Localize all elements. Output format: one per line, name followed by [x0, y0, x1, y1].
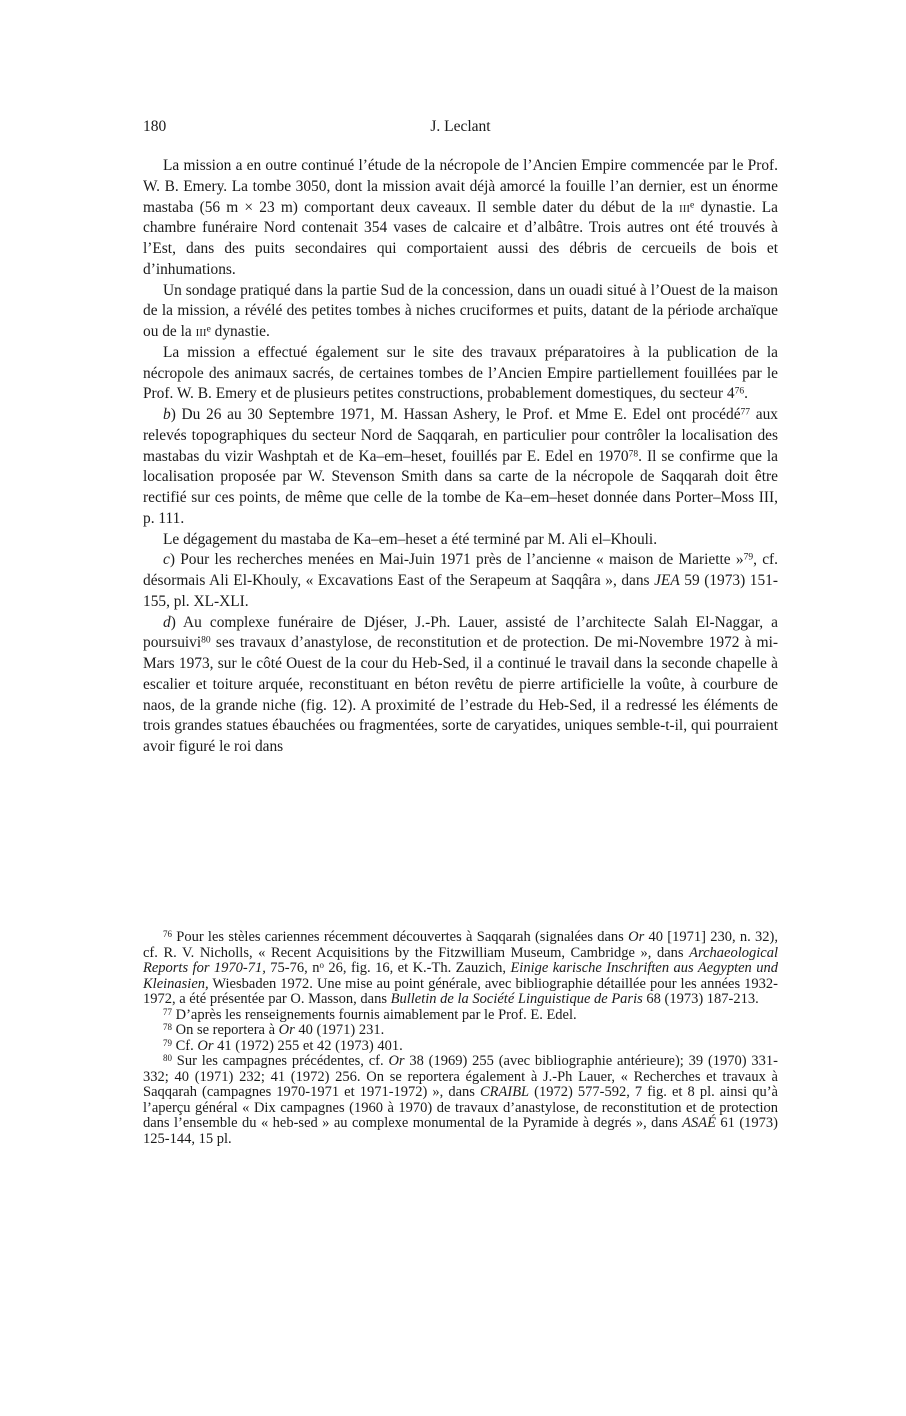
- footnote-ref-77: 77: [740, 406, 751, 418]
- footnote-ref-80: 80: [201, 634, 211, 646]
- footnote-ref-76: 76: [734, 385, 745, 397]
- footnote-80: $^{80}$ Sur les campagnes précédentes, cf. Or 38 (1969) 255 (avec bibliographie antérieure); 39 (1970) 331-332; 40 (1971) 232; 41 (1972) 256. On se reportera également à J.-Ph Lauer, « Recherches et travaux à Saqqarah (campagnes 1970-1971 et 1971-1972) », dans CRAIBL (1972) 577-592, 7 fig. et 8 pl. ainsi qu’à l’aperçu général « Dix campagnes (1960 à 1970) de travaux d’anastylose, de reconstitution et de protection dans l’ensemble du « heb-sed » au complexe monumental de la Pyramide à degrés », dans ASAÉ 61 (1973) 125-144, 15 pl.: [143, 1052, 778, 1147]
- footnote-ref-78: 78: [628, 448, 639, 460]
- running-head-author: J. Leclant: [430, 118, 491, 135]
- paragraph-3: La mission a effectué également sur le site des travaux préparatoires à la publication de la nécropole des animaux sacrés, de certaines tombes de l’Ancien Empire partiellement fouillées par le Prof. W. B. Emery et de plusieurs petites constructions, probablement domestiques, du secteur $4^{76}$.: [143, 343, 778, 403]
- paragraph-5: Le dégagement du mastaba de Ka–em–heset a été terminé par M. Ali el–Khouli.: [163, 530, 658, 548]
- footnote-79: $^{79}$ Cf. Or 41 (1972) 255 et 42 (1973) 401.: [163, 1037, 403, 1054]
- footnotes: [143, 930, 778, 1147]
- footnote-76: $^{76}$ Pour les stèles cariennes récemment découvertes à Saqqarah (signalées dans Or 40 [1971] 230, n. 32), cf. R. V. Nicholls, « Recent Acquisitions by the Fitzwilliam Museum, Cambridge », dans Archaeological Reports for 1970-71, 75-76, $n^o$ 26, fig. 16, et K.-Th. Zauzich, Einige karische Inschriften aus Aegypten und Kleinasien, Wiesbaden 1972. Une mise au point générale, avec bibliographie détaillée pour les années 1932-1972, a été présentée par O. Masson, dans Bulletin de la Société Linguistique de Paris 68 (1973) 187-213.: [143, 928, 778, 1007]
- paragraph-4: b) Du 26 au 30 Septembre 1971, M. Hassan Ashery, le Prof. et Mme E. Edel ont procédé$^{77}$ aux relevés topographiques du secteur Nord de Saqqarah, en particulier pour contrôler la localisation des mastabas du vizir Washptah et de Ka–em–heset, fouillés par E. Edel en 1970$^{78}$. Il se confirme que la localisation proposée par W. Stevenson Smith dans sa carte de la nécropole de Saqqarah doit être rectifié sur ces points, de même que celle de la tombe de Ka–em–heset donnée dans Porter–Moss III, p. 111.: [143, 406, 779, 527]
- footnote-ref-79: 79: [743, 551, 754, 563]
- page-number: 180: [143, 118, 167, 135]
- running-head: [143, 118, 778, 140]
- body-text: [143, 156, 778, 758]
- paragraph-1: La mission a en outre continué l’étude de la nécropole de l’Ancien Empire commencée par le Prof. W. B. Emery. La tombe 3050, dont la mission avait déjà amorcé la fouille l’an dernier, est un énorme mastaba (56 m × 23 m) comportant deux caveaux. Il semble dater du début de la iii$^e$ dynastie. La chambre funéraire Nord contenait 354 vases de calcaire et d’albâtre. Trois autres ont été trouvés à l’Est, dans des puits secondaires qui comportaient aussi des débris de cercueils de bois et d’inhumations.: [143, 157, 778, 278]
- paragraph-2: Un sondage pratiqué dans la partie Sud de la concession, dans un ouadi situé à l’Ouest de la maison de la mission, a révélé des petites tombes à niches cruciformes et puits, datant de la période archaïque ou de la iii$^e$ dynastie.: [143, 281, 778, 340]
- paragraph-6: c) Pour les recherches menées en Mai-Juin 1971 près de l’ancienne « maison de Mariette »$^{79}$, cf. désormais Ali El-Khouly, « Excavations East of the Serapeum at Saqqâra », dans JEA 59 (1973) 151-155, pl. XL-XLI.: [143, 551, 779, 610]
- footnote-78: $^{78}$ On se reportera à Or 40 (1971) 231.: [163, 1021, 385, 1038]
- footnote-77: $^{77}$ D’après les renseignements fournis aimablement par le Prof. E. Edel.: [163, 1006, 577, 1023]
- paragraph-7: d) Au complexe funéraire de Djéser, J.-Ph. Lauer, assisté de l’architecte Salah El-Naggar, a poursuivi$^{80}$ ses travaux d’anastylose, de reconstitution et de protection. De mi-Novembre 1972 à mi-Mars 1973, sur le côté Ouest de la cour du Heb-Sed, il a continué le travail dans la seconde chapelle à escalier et toiture arquée, reconstituant en béton revêtu de pierre artificielle la voûte, à courbure de naos, de la grande niche (fig. 12). A proximité de l’estrade du Heb-Sed, il a redressé les éléments de trois grandes statues ébauchées ou fragmentées, sorte de caryatides, uniques semble-t-il, qui pourraient avoir figuré le roi dans: [143, 613, 778, 755]
